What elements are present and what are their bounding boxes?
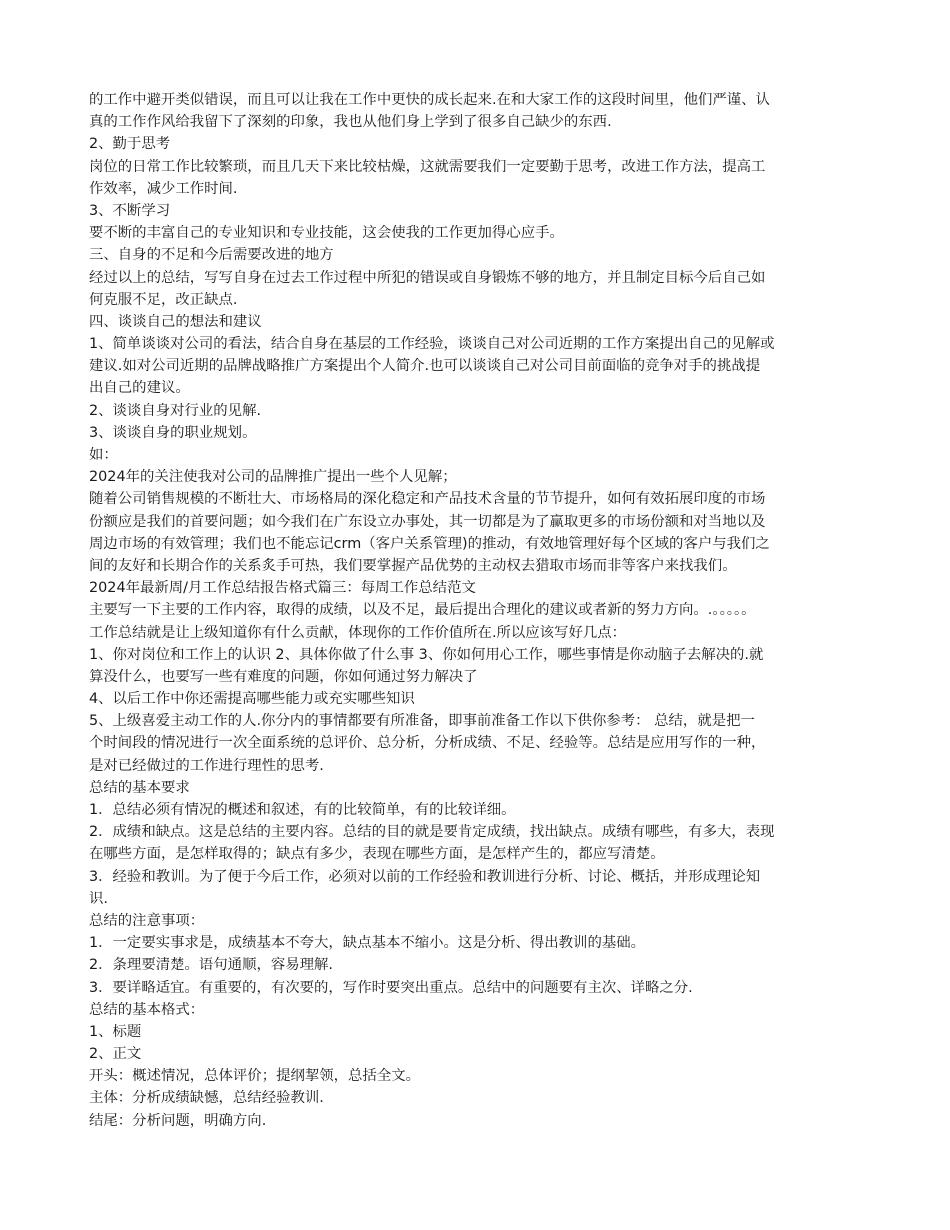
- text-line: 随着公司销售规模的不断壮大、市场格局的深化稳定和产品技术含量的节节提升，如何有效拓展印度的市场: [89, 491, 766, 508]
- section-heading: 3、不断学习: [89, 202, 171, 219]
- text-line: 在哪些方面，是怎样取得的；缺点有多少，表现在哪些方面，是怎样产生的，都应写清楚。: [89, 846, 665, 863]
- text-line: 周边市场的有效管理；我们也不能忘记crm（客户关系管理)的推动，有效地管理好每个区域的客户与我们之: [89, 535, 770, 552]
- text-line: 的工作中避开类似错误，而且可以让我在工作中更快的成长起来.在和大家工作的这段时间里，他们严谨、认: [89, 92, 770, 108]
- text-line: 真的工作作风给我留下了深刻的印象，我也从他们身上学到了很多自己缺少的东西.: [89, 114, 612, 131]
- section-heading: 总结的基本格式：: [89, 1001, 205, 1018]
- text-line: 工作总结就是让上级知道你有什么贡献，体现你的工作价值所在.所以应该写好几点：: [89, 624, 627, 641]
- text-line: 3．要详略适宜。有重要的，有次要的，写作时要突出重点。总结中的问题要有主次、详略之分.: [89, 979, 693, 996]
- text-line: 是对已经做过的工作进行理性的思考.: [89, 757, 324, 774]
- text-line: 间的友好和长期合作的关系炙手可热，我们要掌握产品优势的主动权去猎取市场而非等客户来找我们。: [89, 557, 737, 574]
- text-line: 2、正文: [89, 1046, 142, 1063]
- text-line: 建议.如对公司近期的品牌战略推广方案提出个人简介.也可以谈谈自己对公司目前面临的竞争对手的挑战提: [89, 358, 761, 375]
- text-line: 2、谈谈自身对行业的见解.: [89, 402, 262, 419]
- text-line: 经过以上的总结，写写自身在过去工作过程中所犯的错误或自身锻炼不够的地方，并且制定目标今后自己如: [89, 269, 766, 286]
- section-heading: 2、勤于思考: [89, 136, 171, 153]
- text-line: 3、谈谈自身的职业规划。: [89, 424, 257, 441]
- text-line: 1．一定要实事求是，成绩基本不夸大，缺点基本不缩小。这是分析、得出教训的基础。: [89, 935, 646, 952]
- text-line: 5、上级喜爱主动工作的人.你分内的事情都要有所准备，即事前准备工作以下供你参考： 总结，就是把一: [89, 713, 755, 730]
- text-line: 1．总结必须有情况的概述和叙述，有的比较简单，有的比较详细。: [89, 802, 516, 818]
- section-heading: 四、谈谈自己的想法和建议: [89, 313, 262, 330]
- text-line: 2．条理要清楚。语句通顺，容易理解.: [89, 957, 333, 974]
- text-line: 出自己的建议。: [89, 380, 190, 397]
- text-line: 个时间段的情况进行一次全面系统的总评价、总分析，分析成绩、不足、经验等。总结是应用写作的一种，: [89, 735, 766, 752]
- text-line: 岗位的日常工作比较繁琐，而且几天下来比较枯燥，这就需要我们一定要勤于思考，改进工作方法，提高工: [89, 158, 766, 175]
- text-line: 3．经验和教训。为了便于今后工作，必须对以前的工作经验和教训进行分析、讨论、概括，并形成理论知: [89, 868, 761, 885]
- document-body: [89, 89, 869, 1132]
- text-line: 主要写一下主要的工作内容，取得的成绩，以及不足，最后提出合理化的建议或者新的努力方向。.。。。。。: [89, 602, 756, 619]
- text-line: 作效率，减少工作时间.: [89, 180, 238, 197]
- text-line: 算没什么，也要写一些有难度的问题，你如何通过努力解决了: [89, 668, 478, 685]
- text-line: 如：: [89, 447, 118, 463]
- section-heading: 三、自身的不足和今后需要改进的地方: [89, 247, 334, 264]
- text-line: 主体：分析成绩缺憾，总结经验教训.: [89, 1090, 324, 1107]
- section-heading: 总结的基本要求: [89, 779, 190, 796]
- text-line: 何克服不足，改正缺点.: [89, 291, 238, 308]
- text-line: 份额应是我们的首要问题；如今我们在广东设立办事处，其一切都是为了赢取更多的市场份额和对当地以及: [89, 513, 766, 530]
- text-line: 1、你对岗位和工作上的认识 2、具体你做了什么事 3、你如何用心工作，哪些事情是你动脑子去解决的.就: [89, 646, 764, 663]
- text-line: 2．成绩和缺点。这是总结的主要内容。总结的目的就是要肯定成绩，找出缺点。成绩有哪些，有多大，表现: [89, 824, 775, 841]
- text-line: 2024年的关注使我对公司的品牌推广提出一些个人见解；: [89, 469, 457, 486]
- text-line: 1、简单谈谈对公司的看法，结合自身在基层的工作经验，谈谈自己对公司近期的工作方案提出自己的见解或: [89, 336, 775, 353]
- section-heading: 总结的注意事项：: [89, 912, 205, 929]
- text-line: 1、标题: [89, 1023, 142, 1040]
- text-line: 4、以后工作中你还需提高哪些能力或充实哪些知识: [89, 691, 415, 708]
- text-line: 开头：概述情况，总体评价；提纲挈领，总括全文。: [89, 1068, 420, 1085]
- text-line: 要不断的丰富自己的专业知识和专业技能，这会使我的工作更加得心应手。: [89, 225, 564, 242]
- text-line: 识.: [89, 890, 108, 907]
- section-heading: 2024年最新周/月工作总结报告格式篇三：每周工作总结范文: [89, 580, 476, 597]
- text-line: 结尾：分析问题，明确方向.: [89, 1112, 267, 1129]
